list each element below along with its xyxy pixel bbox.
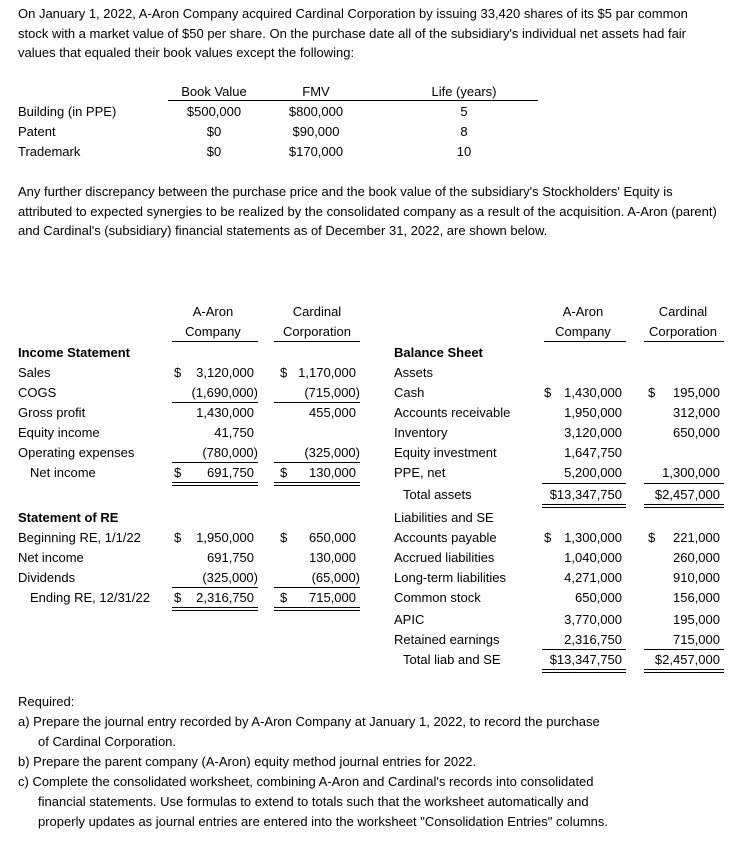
subtotal-rule (542, 649, 626, 650)
re-cardinal-value: (65,000) (311, 570, 360, 585)
is-row-label: Sales (18, 365, 51, 380)
fv-book-value: $500,000 (186, 104, 242, 119)
fv-row-label: Building (in PPE) (18, 104, 117, 119)
bs-row-label: PPE, net (394, 465, 446, 480)
total-double-rule (274, 607, 360, 611)
is-aaron-value: $ 691,750 (174, 465, 254, 480)
aaron-header-line1: A-Aron (562, 304, 604, 319)
bs-cardinal-value: $ 221,000 (648, 530, 720, 545)
subtotal-rule (274, 587, 360, 588)
total-double-rule (644, 504, 724, 508)
income-statement-title: Income Statement (18, 345, 130, 360)
re-row-label: Dividends (18, 570, 76, 585)
required-b: b) Prepare the parent company (A-Aron) equity method journal entries for 2022. (18, 754, 477, 769)
is-row-label: Net income (30, 465, 96, 480)
re-aaron-value: $ 1,950,000 (174, 530, 254, 545)
bs-row-label: APIC (394, 612, 425, 627)
required-c-line2: financial statements. Use formulas to extend to totals such that the worksheet automatically and (38, 794, 589, 809)
bs-aaron-value: 650,000 (575, 590, 622, 605)
bs-row-label: Accounts payable (394, 530, 497, 545)
is-aaron-value: 1,430,000 (196, 405, 254, 420)
liabilities-label: Liabilities and SE (394, 510, 494, 525)
re-cardinal-value: 130,000 (309, 550, 356, 565)
is-cardinal-value (280, 425, 356, 441)
re-cardinal-value: $ 650,000 (280, 530, 356, 545)
re-aaron-value: 691,750 (207, 550, 254, 565)
total-double-rule (172, 607, 258, 611)
book-value-header: Book Value (181, 84, 247, 99)
total-liab-label: Total liab and SE (403, 652, 501, 667)
bs-aaron-value: 1,647,750 (564, 445, 622, 460)
bs-aaron-value: $ 1,300,000 (544, 530, 622, 545)
bs-row-label: Common stock (394, 590, 481, 605)
bs-aaron-value: 1,950,000 (564, 405, 622, 420)
bs-cardinal-value: 260,000 (673, 550, 720, 565)
fv-life: 8 (460, 124, 468, 139)
aaron-header-line1: A-Aron (192, 304, 234, 319)
aaron-header-line2: Company (185, 324, 241, 339)
fv-fmv: $170,000 (288, 144, 344, 159)
is-row-label: Gross profit (18, 405, 86, 420)
bs-cardinal-value: 1,300,000 (662, 465, 720, 480)
total-double-rule (274, 482, 360, 486)
bs-cardinal-value (648, 445, 720, 461)
re-cardinal-value: $ 715,000 (280, 590, 356, 605)
total-assets-label: Total assets (403, 487, 472, 502)
bs-aaron-value: 3,770,000 (564, 612, 622, 627)
cardinal-header-rule (274, 341, 360, 342)
bs-aaron-value: $ 1,430,000 (544, 385, 622, 400)
is-aaron-value: (1,690,000) (191, 385, 258, 400)
bs-row-label: Accounts receivable (394, 405, 511, 420)
is-row-label: Operating expenses (18, 445, 135, 460)
is-aaron-value: (780,000) (202, 445, 258, 460)
cardinal-header-line1: Cardinal (658, 304, 708, 319)
bs-cardinal-value: 312,000 (673, 405, 720, 420)
is-cardinal-value: 455,000 (309, 405, 356, 420)
re-row-label: Beginning RE, 1/1/22 (18, 530, 141, 545)
required-c-line3: properly updates as journal entries are entered into the worksheet "Consolidation Entries" columns. (38, 814, 608, 829)
total-double-rule (172, 482, 258, 486)
bs-cardinal-value: 195,000 (673, 612, 720, 627)
intro-paragraph: On January 1, 2022, A-Aron Company acquired Cardinal Corporation by issuing 33,420 shares of its $5 par common stock with a market value of $50 per share. On the purchase date all of the subsidiary's individual net assets had fair values that equaled their book values except the following: (18, 6, 688, 60)
bs-aaron-value: 5,200,000 (564, 465, 622, 480)
aaron-header-rule (172, 341, 258, 342)
subtotal-rule (644, 649, 724, 650)
subtotal-rule (274, 402, 360, 403)
total-liab-aaron: $13,347,750 (549, 652, 622, 667)
bs-row-label: Accrued liabilities (394, 550, 495, 565)
bs-row-label: Inventory (394, 425, 448, 440)
re-row-label: Ending RE, 12/31/22 (30, 590, 150, 605)
fmv-header: FMV (302, 84, 330, 99)
re-aaron-value: $ 2,316,750 (174, 590, 254, 605)
is-row-label: COGS (18, 385, 57, 400)
total-liab-cardinal: $2,457,000 (654, 652, 720, 667)
statement-re-title: Statement of RE (18, 510, 119, 525)
bs-cardinal-value: $ 195,000 (648, 385, 720, 400)
cardinal-header-line2: Corporation (649, 324, 717, 339)
total-double-rule (542, 669, 626, 673)
bs-cardinal-value: 650,000 (673, 425, 720, 440)
total-assets-cardinal: $2,457,000 (654, 487, 720, 502)
re-aaron-value: (325,000) (202, 570, 258, 585)
fv-row-label: Patent (18, 124, 56, 139)
bs-row-label: Equity investment (394, 445, 497, 460)
is-cardinal-value: (325,000) (304, 445, 360, 460)
cardinal-header-line1: Cardinal (292, 304, 342, 319)
aaron-header-line2: Company (555, 324, 611, 339)
fv-book-value: $0 (206, 144, 222, 159)
aaron-header-rule (544, 341, 626, 342)
balance-sheet-title: Balance Sheet (394, 345, 483, 360)
total-double-rule (644, 669, 724, 673)
bs-aaron-value: 4,271,000 (564, 570, 622, 585)
bs-cardinal-value: 715,000 (673, 632, 720, 647)
fv-header-rule (168, 100, 538, 101)
re-row-label: Net income (18, 550, 84, 565)
bs-aaron-value: 3,120,000 (564, 425, 622, 440)
cardinal-header-line2: Corporation (283, 324, 351, 339)
bs-cardinal-value: 910,000 (673, 570, 720, 585)
required-title: Required: (18, 694, 75, 709)
is-cardinal-value: $ 130,000 (280, 465, 356, 480)
is-aaron-value: 41,750 (214, 425, 254, 440)
is-cardinal-value: (715,000) (304, 385, 360, 400)
total-double-rule (542, 504, 626, 508)
life-header: Life (years) (431, 84, 497, 99)
bs-row-label: Retained earnings (394, 632, 500, 647)
subtotal-rule (172, 462, 258, 463)
is-row-label: Equity income (18, 425, 100, 440)
is-aaron-value: $ 3,120,000 (174, 365, 254, 380)
subtotal-rule (644, 483, 724, 484)
required-c-line1: c) Complete the consolidated worksheet, combining A-Aron and Cardinal's records into consolidated (18, 774, 594, 789)
is-cardinal-value: $ 1,170,000 (280, 365, 356, 380)
fv-fmv: $90,000 (292, 124, 340, 139)
subtotal-rule (274, 462, 360, 463)
total-assets-aaron: $13,347,750 (549, 487, 622, 502)
subtotal-rule (172, 402, 258, 403)
bs-aaron-value: 1,040,000 (564, 550, 622, 565)
fv-book-value: $0 (206, 124, 222, 139)
subtotal-rule (172, 587, 258, 588)
fv-life: 10 (456, 144, 472, 159)
fv-fmv: $800,000 (288, 104, 344, 119)
bs-aaron-value: 2,316,750 (564, 632, 622, 647)
assets-label: Assets (394, 365, 434, 380)
bs-row-label: Cash (394, 385, 425, 400)
subtotal-rule (542, 483, 626, 484)
bs-row-label: Long-term liabilities (394, 570, 506, 585)
fv-life: 5 (460, 104, 468, 119)
fv-row-label: Trademark (18, 144, 81, 159)
discrepancy-paragraph: Any further discrepancy between the purchase price and the book value of the subsidiary's Stockholders' Equity is attributed to expected synergies to be realized by the consolidated company as a result of the acquisition. A-Aron (parent) and Cardinal's (subsidiary) financial statements as of December 31, 2022, are shown below. (18, 184, 717, 238)
bs-cardinal-value: 156,000 (673, 590, 720, 605)
cardinal-header-rule (644, 341, 724, 342)
required-a-line1: a) Prepare the journal entry recorded by A-Aron Company at January 1, 2022, to record the purchase (18, 714, 600, 729)
required-a-line2: of Cardinal Corporation. (38, 734, 177, 749)
